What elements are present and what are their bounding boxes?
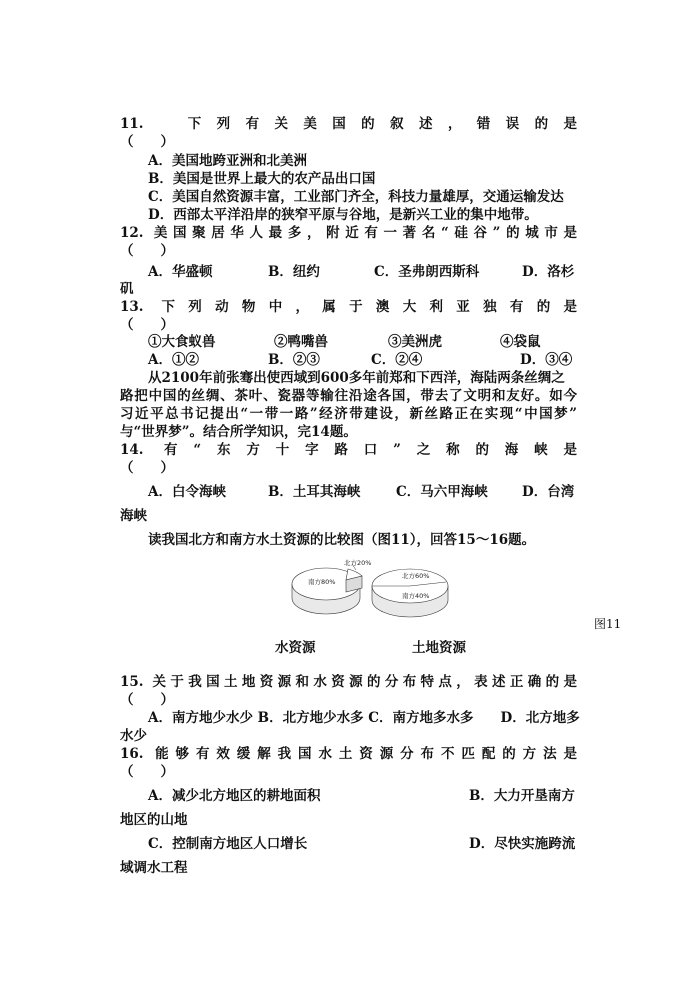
q12-option-b: B．纽约 bbox=[268, 264, 320, 280]
q15-wrap: 水少 bbox=[120, 728, 147, 744]
q14-option-d: D．台湾 bbox=[522, 484, 575, 500]
q15-blank: （ ） bbox=[120, 692, 174, 708]
q13-animal-2: ②鸭嘴兽 bbox=[274, 334, 328, 350]
q13-animal-3: ③美洲虎 bbox=[388, 334, 442, 350]
q16-option-d: D．尽快实施跨流 bbox=[469, 836, 576, 852]
passage-line-2: 路把中国的丝绸、茶叶、瓷器等输往沿途各国，带去了文明和友好。如今 bbox=[120, 388, 577, 404]
land-caption: 土地资源 bbox=[412, 640, 466, 656]
water-caption: 水资源 bbox=[275, 640, 316, 656]
q16-blank: （ ） bbox=[120, 764, 174, 780]
q12-option-a: A．华盛顿 bbox=[148, 264, 213, 280]
q15-stem: 15. 关于我国土地资源和水资源的分布特点，表述正确的是 bbox=[120, 674, 577, 690]
q14-stem: 14. 有“东方十字路口”之称的海峡是 bbox=[120, 442, 577, 458]
q14-option-a: A．白令海峡 bbox=[148, 484, 226, 500]
passage-line-4: 与“世界梦”。结合所学知识，完14题。 bbox=[120, 424, 357, 440]
figure-number: 图11 bbox=[594, 617, 622, 631]
figure-intro: 读我国北方和南方水土资源的比较图（图11），回答15～16题。 bbox=[148, 532, 536, 548]
q16-option-c: C．控制南方地区人口增长 bbox=[148, 836, 308, 852]
q12-stem: 12. 美国聚居华人最多，附近有一著名“硅谷”的城市是 bbox=[120, 225, 577, 241]
q13-option-b: B．②③ bbox=[268, 352, 320, 368]
q16-option-b: B．大力开垦南方 bbox=[469, 788, 575, 804]
passage-line-1: 从2100年前张骞出使西域到600多年前郑和下西洋，海陆两条丝绸之 bbox=[148, 370, 565, 386]
q13-option-c: C．②④ bbox=[371, 352, 423, 368]
passage-line-3: 习近平总书记提出“一带一路”经济带建设，新丝路正在实现“中国梦” bbox=[120, 406, 577, 422]
q11-stem: 11. 下列有关美国的叙述，错误的是 bbox=[120, 116, 577, 132]
q15-options: A．南方地少水少 B．北方地少水多 C．南方地多水多 D．北方地多 bbox=[148, 710, 580, 726]
water-south-label: 南方80% bbox=[308, 578, 336, 586]
q11-blank: （ ） bbox=[120, 134, 174, 150]
q13-animal-4: ④袋鼠 bbox=[500, 334, 541, 350]
figure-11-pies bbox=[288, 556, 454, 628]
q11-option-a: A．美国地跨亚洲和北美洲 bbox=[148, 153, 307, 169]
q13-option-d: D．③④ bbox=[520, 352, 573, 368]
q16-wrap-d: 域调水工程 bbox=[120, 860, 188, 876]
land-north-label: 北方60% bbox=[402, 572, 430, 580]
q12-wrap: 矶 bbox=[120, 281, 134, 297]
q14-wrap: 海峡 bbox=[120, 508, 147, 524]
q13-option-a: A．①② bbox=[148, 352, 199, 368]
q16-option-a: A．减少北方地区的耕地面积 bbox=[148, 788, 321, 804]
q14-option-c: C．马六甲海峡 bbox=[396, 484, 488, 500]
q13-blank: （ ） bbox=[120, 317, 174, 333]
q16-stem: 16. 能够有效缓解我国水土资源分布不匹配的方法是 bbox=[120, 746, 577, 762]
q11-option-d: D．西部太平洋沿岸的狭窄平原与谷地，是新兴工业的集中地带。 bbox=[148, 207, 538, 223]
q11-option-b: B．美国是世界上最大的农产品出口国 bbox=[148, 171, 376, 187]
q14-option-b: B．土耳其海峡 bbox=[268, 484, 361, 500]
q14-blank: （ ） bbox=[120, 460, 174, 476]
q16-wrap-b: 地区的山地 bbox=[120, 812, 188, 828]
q11-option-c: C．美国自然资源丰富，工业部门齐全，科技力量雄厚，交通运输发达 bbox=[148, 189, 564, 205]
q12-option-d: D．洛杉 bbox=[522, 264, 575, 280]
land-south-label: 南方40% bbox=[402, 592, 430, 600]
q12-blank: （ ） bbox=[120, 243, 174, 259]
q12-option-c: C．圣弗朗西斯科 bbox=[374, 264, 480, 280]
water-north-label: 北方20% bbox=[344, 559, 372, 567]
q13-animal-1: ①大食蚁兽 bbox=[148, 334, 216, 350]
q13-stem: 13. 下列动物中，属于澳大利亚独有的是 bbox=[120, 299, 577, 315]
